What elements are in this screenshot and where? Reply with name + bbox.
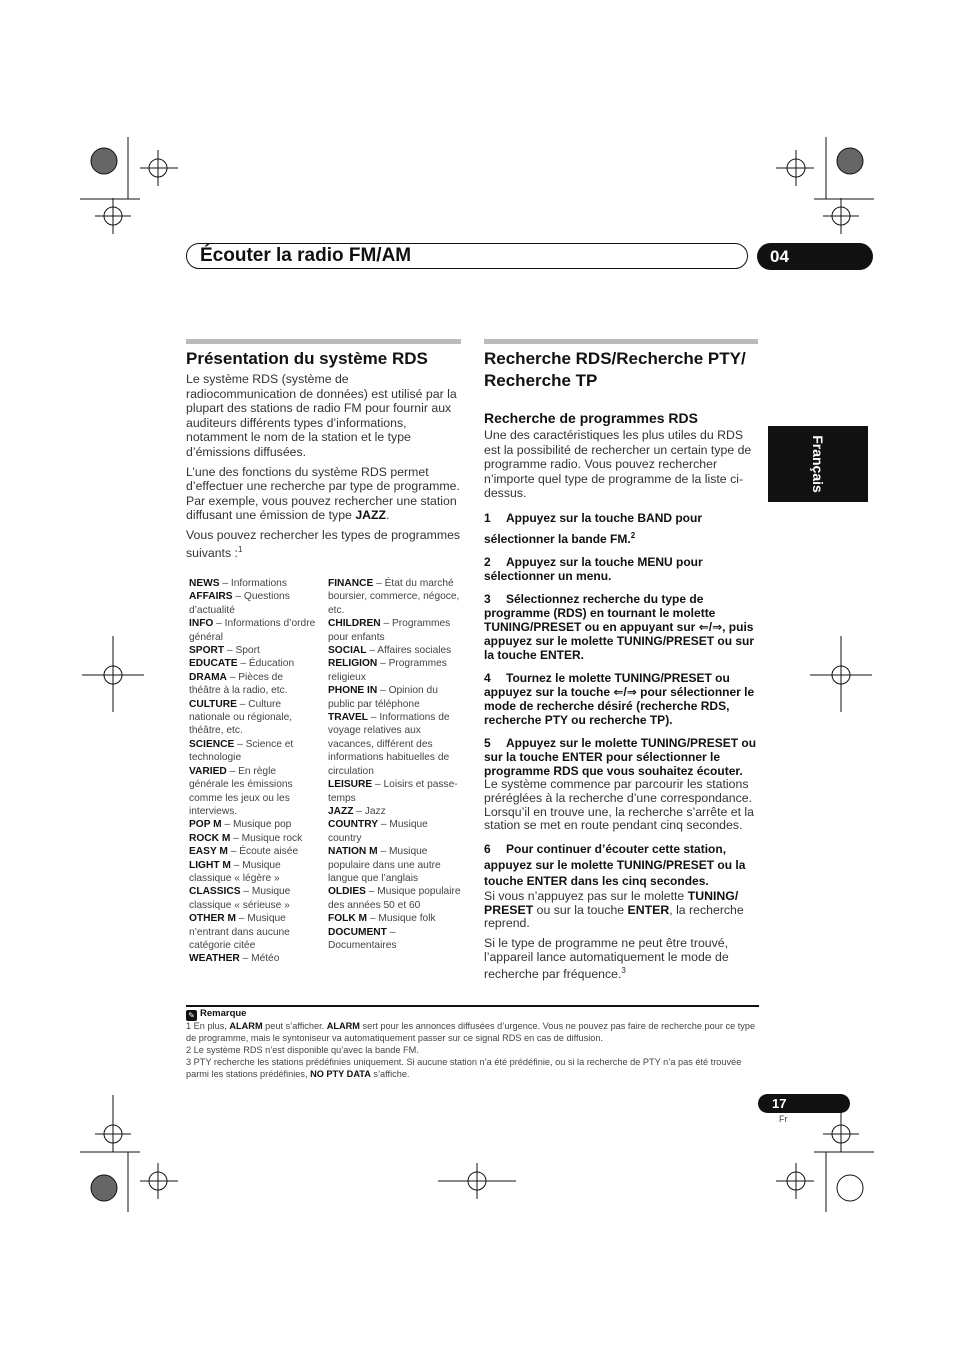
step-5 [484, 736, 759, 778]
rds-pty-paragraph [186, 465, 461, 523]
pty-item: EDUCATE – Éducation [189, 658, 295, 670]
pty-code: DRAMA [189, 671, 227, 683]
rds-intro-paragraph: Le système RDS (système de radiocommunication de données) est utilisé par la plupart des stations de radio FM pour fournir aux auditeurs différents types d’informations, notamment le nom de la station et le type d’émissions diffusées. [186, 372, 457, 459]
pty-code: INFO [189, 618, 214, 630]
rds-pty-text: L’une des fonctions du système RDS permet d’effectuer une recherche par type de programme. Par exemple, vous pouvez rechercher une station diffusant une émission de type [186, 464, 460, 523]
pty-code: DOCUMENT [328, 926, 387, 938]
pty-description: Programmes religieux [328, 658, 447, 683]
pty-code: NATION M [328, 846, 378, 858]
chapter-number: 04 [770, 247, 789, 266]
pty-code: EASY M [189, 846, 228, 858]
pty-item: FOLK M – Musique folk [328, 913, 436, 925]
pty-code: POP M [189, 819, 222, 831]
footnote-3-end: s’affiche. [370, 1069, 410, 1080]
pty-description: Musique rock [241, 832, 303, 844]
pty-code: FINANCE [328, 578, 374, 589]
step-3 [484, 592, 759, 662]
right-column [484, 348, 759, 982]
footnote-2: 2 Le système RDS n’est disponible qu’avec la bande FM. [186, 1045, 419, 1056]
pty-list-column-2 [328, 577, 462, 952]
step-6-text: Pour continuer d’écouter cette station, appuyez sur le molette TUNING/PRESET ou la touche ENTER dans les cinq secondes. [484, 842, 746, 889]
no-pty-data-keyword: NO PTY DATA [310, 1069, 371, 1080]
step-6-number: 6 [484, 842, 491, 857]
pty-description: Musique pop [232, 819, 292, 831]
pty-code: SPORT [189, 645, 225, 657]
footnote-1-end: sert pour les annonces diffusées d’urgence. Vous ne pouvez pas faire de recherche pour ce type de programme, mais le syntoniseur va automatiquement passer sur ce signal RDS en cas de diffusion. [186, 1021, 756, 1044]
pty-description: En règle générale les émissions comme les jeux ou les interviews. [189, 765, 293, 817]
note-icon: ✎ [186, 1010, 197, 1021]
section-heading-rds: Présentation du système RDS [186, 349, 428, 368]
pty-code: OTHER M [189, 913, 236, 925]
footnote-1-mid: peut s’afficher. [262, 1021, 327, 1031]
enter-keyword: ENTER [627, 902, 670, 917]
pty-code: PHONE IN [328, 685, 378, 697]
final-text: Si le type de programme ne peut être trouvé, l’appareil lance automatiquement le mode de recherche par fréquence. [484, 935, 729, 982]
step-6-body-end: , la recherche reprend. [484, 902, 744, 931]
pty-description: Musique populaire des années 50 et 60 [328, 886, 461, 911]
pty-description: Informations d’ordre général [189, 618, 316, 643]
pty-code: CHILDREN [328, 618, 381, 630]
pty-item: SPORT – Sport [189, 645, 260, 657]
pty-code: AFFAIRS [189, 591, 233, 603]
pty-item: DOCUMENT – Documentaires [328, 926, 397, 951]
pty-description: Questions d’actualité [189, 591, 290, 616]
pty-description: Écoute aisée [239, 846, 299, 858]
pty-description: Musique classique « légère » [189, 859, 281, 884]
pty-code: OLDIES [328, 886, 366, 898]
pty-code: WEATHER [189, 953, 240, 965]
pty-description: Loisirs et passe-temps [328, 779, 458, 804]
pty-description: Jazz [364, 805, 386, 817]
pty-code: CLASSICS [189, 886, 241, 898]
step-6-body-mid: ou sur la touche [533, 902, 628, 917]
pty-item: LIGHT M – Musique classique « légère » [189, 859, 281, 884]
pty-list-column-1 [189, 577, 317, 966]
notes-rule [186, 1005, 759, 1007]
pty-item: TRAVEL – Informations de voyage relatives aux vacances, différent des informations habituelles de circulation [328, 712, 450, 777]
pty-item: ROCK M – Musique rock [189, 832, 303, 844]
step-3-text: Sélectionnez recherche du type de programme (RDS) en tournant le molette TUNING/PRESET ou en appuyant sur ⇐/⇒, puis appuyez sur le molette TUNING/PRESET ou sur la touche ENTER. [484, 591, 755, 662]
pty-item: COUNTRY – Musique country [328, 819, 428, 844]
pty-description: Informations de voyage relatives aux vacances, différent des informations habituelles de circulation [328, 712, 450, 777]
rds-types-text: Vous pouvez rechercher les types de programmes suivants : [186, 527, 461, 560]
step-5-body: Le système commence par parcourir les stations préréglées à la recherche d’une correspondance. Lorsqu’il en trouve une, la recherche s’arrête et la station se met en route pendant cinq secondes. [484, 776, 754, 833]
step-1-text: Appuyez sur la touche BAND pour sélectionner la bande FM. [484, 510, 703, 546]
step-6-body [484, 890, 759, 931]
pty-code: JAZZ [328, 805, 354, 817]
footnote-1 [186, 1020, 759, 1044]
pty-code: FOLK M [328, 913, 368, 925]
pty-item: SOCIAL – Affaires sociales [328, 645, 452, 657]
rds-pty-end: . [386, 508, 390, 523]
pty-item: NATION M – Musique populaire dans une autre langue que l’anglais [328, 846, 441, 884]
step-6-body-text: Si vous n’appuyez pas sur le molette [484, 889, 688, 904]
pty-code: EDUCATE [189, 658, 238, 670]
chapter-title: Écouter la radio FM/AM [200, 245, 412, 266]
step-2-text: Appuyez sur la touche MENU pour sélectionner un menu. [484, 554, 703, 583]
pty-item: FINANCE – État du marché boursier, commerce, négoce, etc. [328, 578, 460, 616]
left-section-rule [186, 339, 461, 344]
pty-description: État du marché boursier, commerce, négoce, etc. [328, 578, 460, 616]
footnote-3-text: 3 PTY recherche les stations prédéfinies uniquement. Si aucune station n’a été prédéfinie, ou si la recherche de PTY n’a pas été trouvée parmi les stations prédéfinies, [186, 1057, 742, 1080]
alarm-keyword: ALARM [229, 1021, 263, 1031]
pty-item: CULTURE – Culture nationale ou régionale, théâtre, etc. [189, 698, 293, 737]
pty-code: LIGHT M [189, 859, 231, 871]
pty-description: Éducation [248, 658, 295, 670]
pty-description: Musique populaire dans une autre langue que l’anglais [328, 846, 441, 884]
pty-item: POP M – Musique pop [189, 819, 292, 831]
pty-description: Musique folk [378, 913, 436, 925]
pty-description: Culture nationale ou régionale, théâtre, etc. [189, 698, 293, 737]
right-section-rule [484, 339, 758, 344]
pty-description: Programmes pour enfants [328, 618, 451, 643]
pty-code: SCIENCE [189, 738, 235, 750]
step-6 [484, 841, 759, 889]
pty-item: JAZZ – Jazz [328, 805, 386, 817]
language-tab-label: Français [810, 435, 826, 493]
subheading-program-search: Recherche de programmes RDS [484, 410, 698, 426]
footnote-ref-3: 3 [621, 966, 626, 976]
step-5-number: 5 [484, 735, 491, 750]
tuning-preset-keyword: TUNING/ PRESET [484, 889, 739, 917]
search-intro-paragraph: Une des caractéristiques les plus utiles du RDS est la possibilité de rechercher un certain type de programme radio. Vous pouvez rechercher n’importe quel type de programme de la liste ci-dessus. [484, 428, 752, 501]
pty-code: NEWS [189, 578, 220, 589]
final-paragraph [484, 936, 759, 982]
pty-code: RELIGION [328, 658, 378, 670]
pty-item: OLDIES – Musique populaire des années 50 et 60 [328, 886, 461, 911]
step-3-number: 3 [484, 591, 491, 606]
pty-code: VARIED [189, 765, 227, 777]
pty-item: INFO – Informations d’ordre général [189, 618, 316, 643]
page-number: 17 [772, 1096, 787, 1111]
pty-item: VARIED – En règle générale les émissions comme les jeux ou les interviews. [189, 765, 293, 817]
step-2 [484, 555, 759, 583]
rds-types-paragraph [186, 528, 461, 560]
footnote-3 [186, 1056, 759, 1080]
pty-item: AFFAIRS – Questions d’actualité [189, 591, 290, 616]
pty-description: Musique n’entrant dans aucune catégorie citée [189, 913, 290, 951]
section-heading-search-line1: Recherche RDS/Recherche PTY/ [484, 349, 746, 368]
notes-label-text: Remarque [200, 1008, 247, 1019]
pty-code: CULTURE [189, 698, 237, 710]
step-4 [484, 671, 759, 727]
pty-code: SOCIAL [328, 645, 367, 657]
step-5-text: Appuyez sur le molette TUNING/PRESET ou sur la touche ENTER pour sélectionner le programme RDS que vous souhaitez écouter. [484, 735, 757, 778]
pty-code: LEISURE [328, 779, 373, 791]
step-1-number: 1 [484, 510, 491, 525]
pty-item: LEISURE – Loisirs et passe-temps [328, 779, 458, 804]
language-tab-label-wrap [768, 426, 868, 502]
footnote-ref-1: 1 [237, 544, 243, 554]
pty-description: Météo [251, 953, 280, 965]
alarm-keyword-2: ALARM [326, 1021, 360, 1031]
step-2-number: 2 [484, 554, 491, 569]
step-4-text: Tournez le molette TUNING/PRESET ou appuyez sur la touche ⇐/⇒ pour sélectionner le mode de recherche désiré (recherche RDS, recherche PTY ou recherche TP). [484, 670, 755, 727]
pty-description: Informations [230, 578, 287, 589]
footnotes [186, 1020, 759, 1080]
pty-item: SCIENCE – Science et technologie [189, 738, 294, 764]
left-column [186, 348, 461, 560]
pty-code: ROCK M [189, 832, 231, 844]
pty-item: CLASSICS – Musique classique « sérieuse » [189, 886, 291, 911]
pty-description: Sport [235, 645, 260, 657]
pty-item: EASY M – Écoute aisée [189, 846, 299, 858]
step-1 [484, 510, 759, 548]
pty-item: RELIGION – Programmes religieux [328, 658, 447, 683]
pty-description: Pièces de théâtre à la radio, etc. [189, 671, 288, 697]
section-heading-search-line2: Recherche TP [484, 371, 598, 390]
pty-description: Documentaires [328, 939, 397, 951]
pty-item: CHILDREN – Programmes pour enfants [328, 618, 451, 643]
pty-item: PHONE IN – Opinion du public par téléphone [328, 685, 438, 710]
pty-item: WEATHER – Météo [189, 953, 280, 965]
pty-description: Science et technologie [189, 738, 294, 764]
pty-description: Musique country [328, 819, 428, 844]
pty-description: Affaires sociales [377, 645, 452, 657]
pty-description: Opinion du public par téléphone [328, 685, 438, 710]
step-4-number: 4 [484, 670, 491, 685]
page-language: Fr [779, 1114, 788, 1124]
pty-item: NEWS – Informations [189, 578, 287, 589]
footnote-1-text: 1 En plus, [186, 1021, 230, 1031]
pty-description: Musique classique « sérieuse » [189, 886, 291, 911]
pty-code: COUNTRY [328, 819, 378, 831]
jazz-keyword: JAZZ [355, 508, 387, 523]
footnote-ref-2: 2 [630, 530, 636, 540]
pty-item: OTHER M – Musique n’entrant dans aucune catégorie citée [189, 913, 290, 951]
pty-code: TRAVEL [328, 712, 368, 724]
pty-item: DRAMA – Pièces de théâtre à la radio, etc. [189, 671, 288, 697]
